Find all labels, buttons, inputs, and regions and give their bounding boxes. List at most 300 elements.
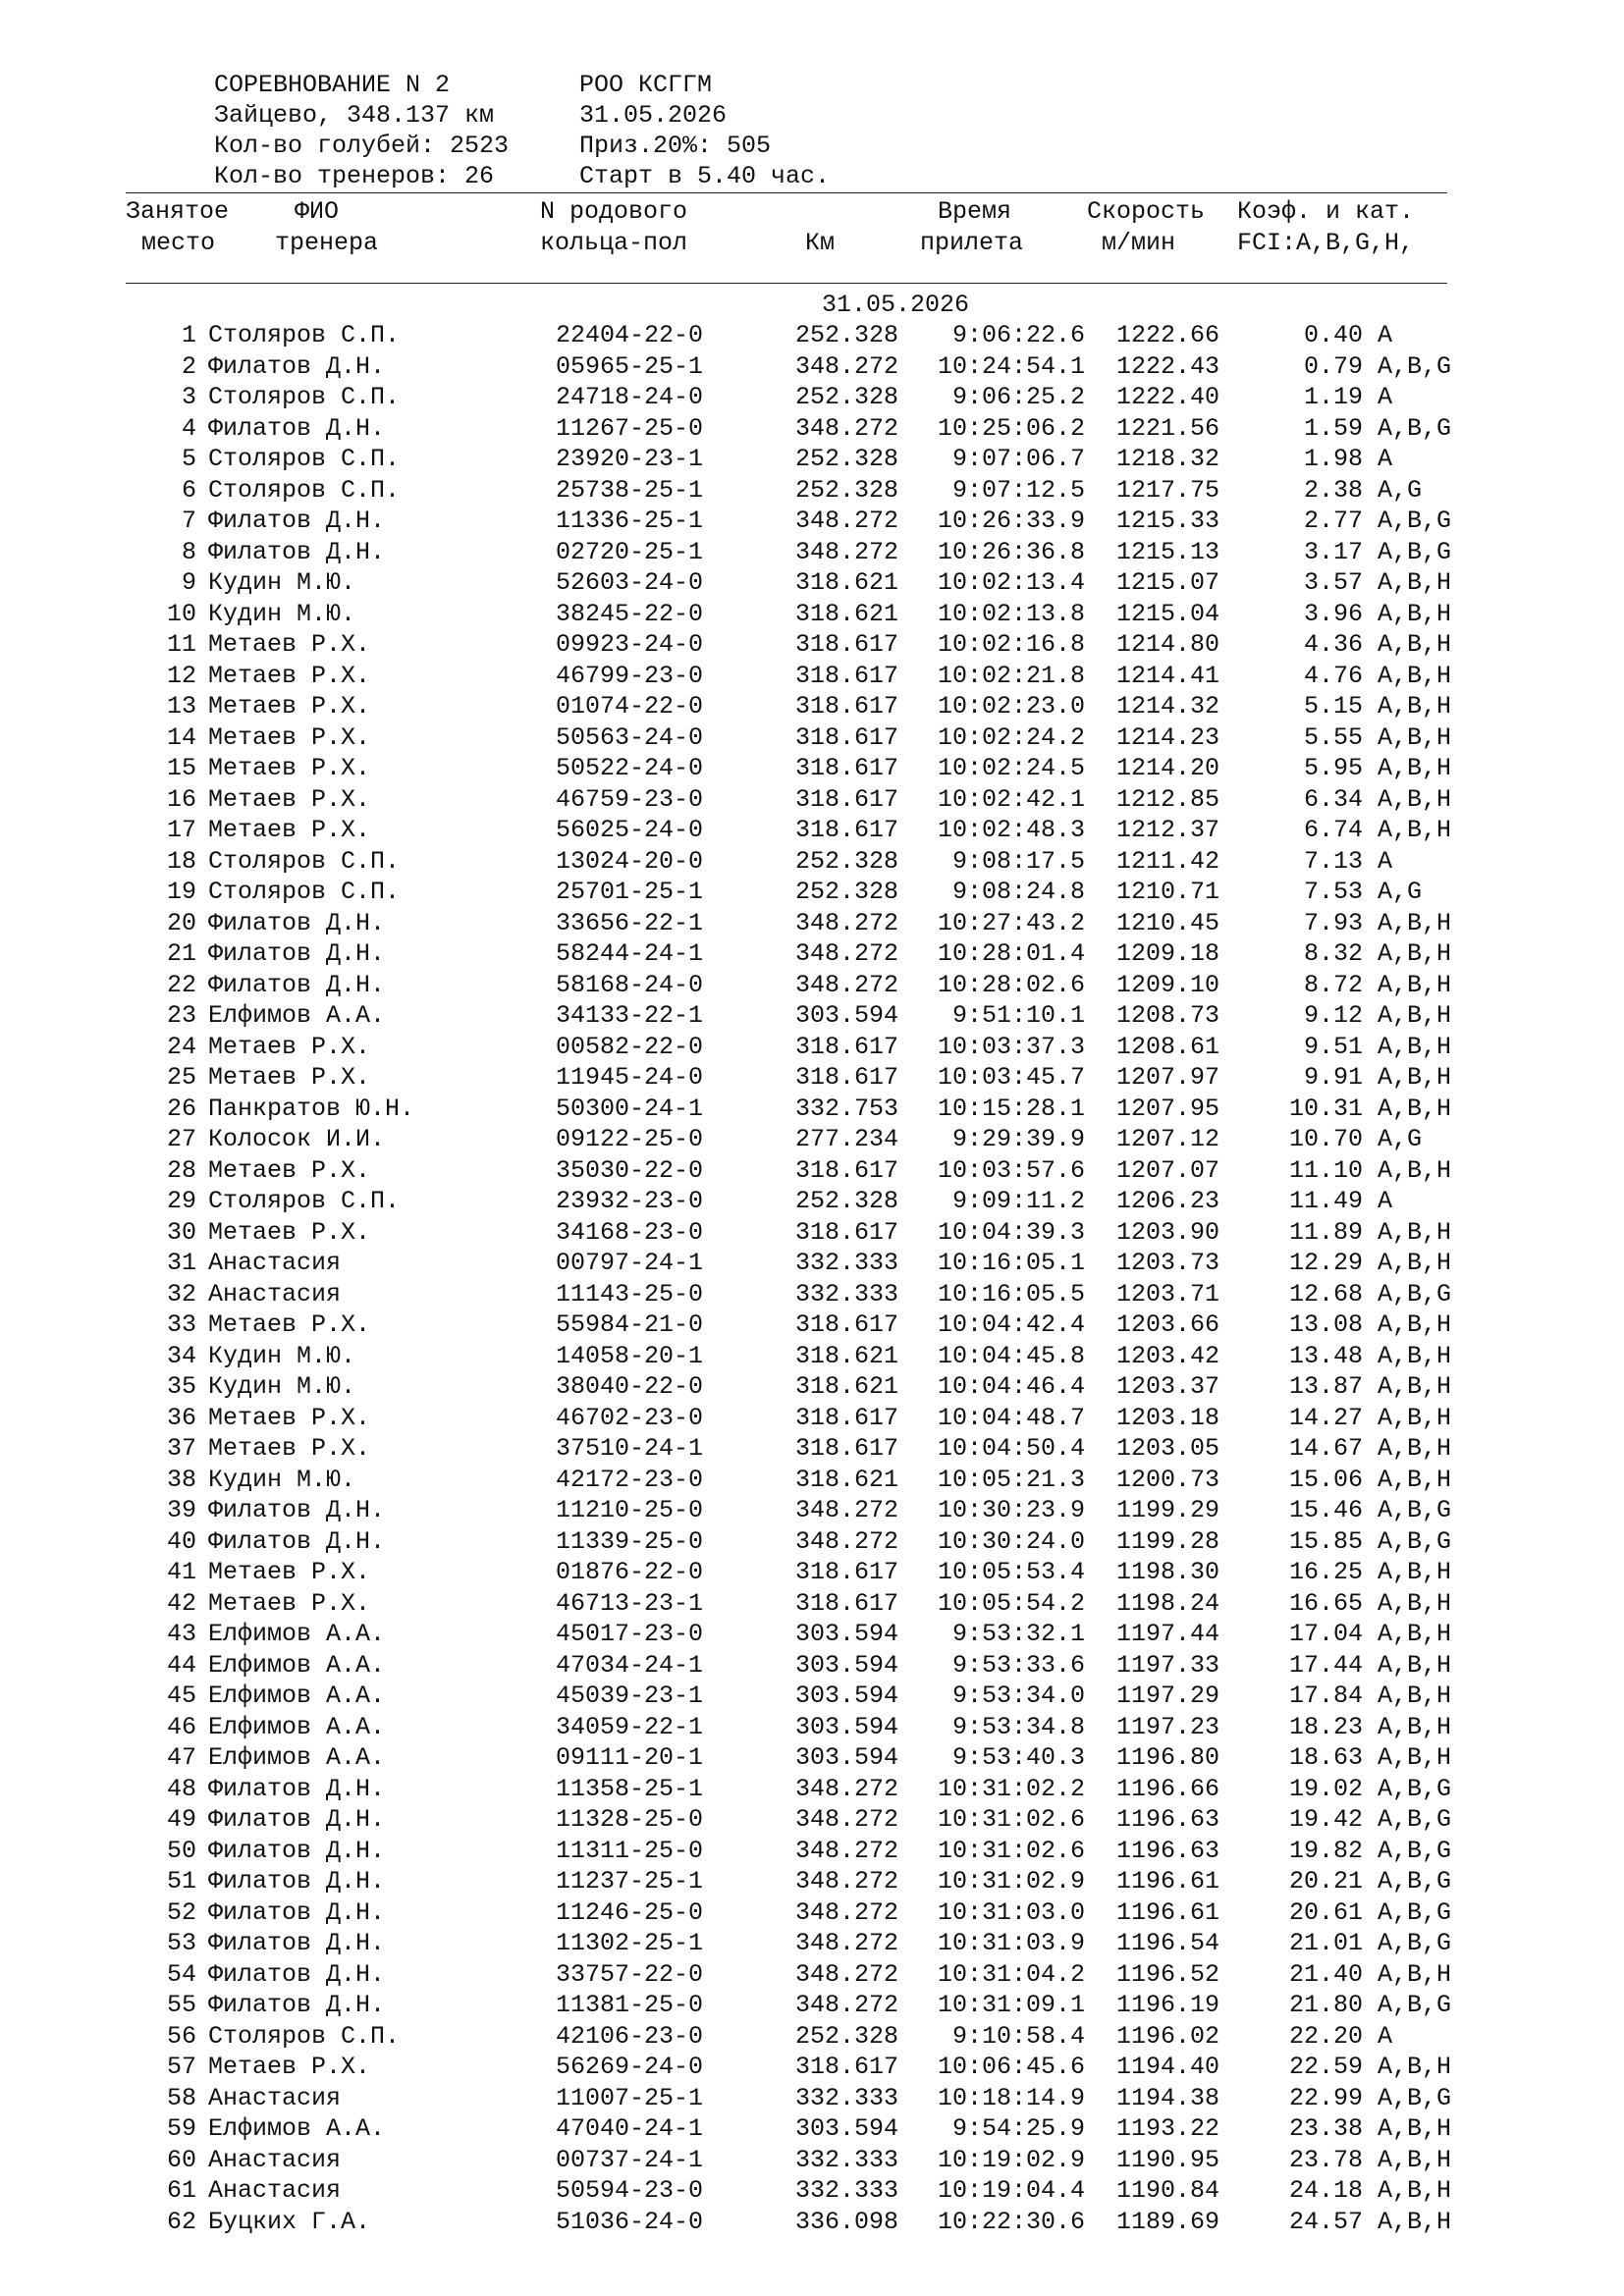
cell-ring: 55984-21-0: [556, 1310, 704, 1339]
cell-time: 9:08:17.5: [951, 846, 1085, 876]
cell-km: 318.621: [794, 1372, 898, 1401]
cell-km: 332.333: [794, 1279, 898, 1308]
cell-coef: 9.51: [1303, 1032, 1363, 1061]
cell-speed: 1218.32: [1116, 445, 1220, 473]
cell-name: Елфимов А.А.: [208, 1743, 386, 1772]
cell-name: Кудин М.Ю.: [208, 599, 356, 628]
cell-name: Колосок И.И.: [208, 1125, 386, 1153]
cell-coef: 5.95: [1303, 754, 1363, 782]
cell-cat: A,G: [1378, 878, 1423, 906]
cell-ring: 14058-20-1: [556, 1341, 704, 1370]
cell-ring: 25701-25-1: [556, 878, 704, 906]
cell-time: 10:04:50.4: [937, 1434, 1085, 1463]
cell-name: Буцких Г.А.: [208, 2207, 371, 2236]
cell-ring: 33757-22-0: [556, 1959, 704, 1989]
cell-km: 318.617: [794, 1310, 898, 1339]
cell-ring: 11336-25-1: [556, 507, 704, 535]
cell-speed: 1203.73: [1116, 1249, 1220, 1277]
cell-cat: A,B,G: [1378, 2083, 1452, 2112]
cell-place: 25: [166, 1063, 196, 1092]
cell-km: 348.272: [794, 908, 898, 937]
table-row: [0, 1279, 1624, 1310]
cell-time: 9:53:34.0: [951, 1682, 1085, 1710]
cell-km: 348.272: [794, 413, 898, 443]
cell-km: 318.617: [794, 1063, 898, 1092]
cell-coef: 17.84: [1288, 1682, 1363, 1710]
cell-speed: 1198.30: [1116, 1558, 1220, 1586]
cell-speed: 1222.43: [1116, 351, 1220, 381]
cell-coef: 19.02: [1288, 1774, 1363, 1803]
cell-km: 252.328: [794, 475, 898, 505]
cell-place: 31: [166, 1249, 196, 1277]
cell-place: 33: [166, 1310, 196, 1339]
cell-time: 10:06:45.6: [937, 2053, 1085, 2081]
cell-km: 332.753: [794, 1094, 898, 1123]
cell-ring: 58168-24-0: [556, 970, 704, 999]
header-place-line1: Занятое: [126, 197, 230, 226]
cell-cat: A,B,G: [1378, 507, 1452, 535]
cell-time: 10:31:02.6: [937, 1836, 1085, 1865]
cell-cat: A,B,H: [1378, 692, 1452, 721]
cell-speed: 1203.18: [1116, 1403, 1220, 1432]
cell-speed: 1196.54: [1116, 1929, 1220, 1957]
cell-name: Метаев Р.Х.: [208, 630, 371, 659]
cell-name: Филатов Д.Н.: [208, 1774, 386, 1803]
header-time-line1: Время: [938, 197, 1012, 226]
cell-time: 10:24:54.1: [937, 351, 1085, 381]
cell-coef: 17.04: [1288, 1620, 1363, 1648]
cell-name: Кудин М.Ю.: [208, 568, 356, 597]
table-row: [0, 970, 1624, 1001]
cell-ring: 47040-24-1: [556, 2114, 704, 2143]
cell-time: 10:22:30.6: [937, 2207, 1085, 2236]
cell-speed: 1222.40: [1116, 383, 1220, 411]
cell-km: 348.272: [794, 1496, 898, 1524]
cell-cat: A,B,G: [1378, 413, 1452, 443]
cell-cat: A,G: [1378, 475, 1423, 505]
cell-cat: A,B,G: [1378, 537, 1452, 566]
cell-cat: A,B,H: [1378, 722, 1452, 752]
cell-speed: 1210.71: [1116, 878, 1220, 906]
cell-name: Филатов Д.Н.: [208, 1526, 386, 1556]
cell-cat: A,B,G: [1378, 351, 1452, 381]
cell-cat: A,B,H: [1378, 1217, 1452, 1247]
cell-coef: 2.38: [1303, 475, 1363, 505]
cell-coef: 5.55: [1303, 722, 1363, 752]
cell-speed: 1198.24: [1116, 1588, 1220, 1618]
cell-coef: 22.99: [1288, 2083, 1363, 2112]
table-row: [0, 2113, 1624, 2145]
cell-km: 332.333: [794, 2176, 898, 2205]
table-row: [0, 382, 1624, 413]
cell-place: 34: [166, 1341, 196, 1370]
cell-cat: A,B,H: [1378, 1743, 1452, 1772]
cell-ring: 50563-24-0: [556, 722, 704, 752]
table-row: [0, 1248, 1624, 1279]
table-row: [0, 1619, 1624, 1650]
cell-time: 10:15:28.1: [937, 1094, 1085, 1123]
cell-name: Метаев Р.Х.: [208, 1032, 371, 1061]
cell-km: 348.272: [794, 1867, 898, 1896]
cell-coef: 0.40: [1303, 321, 1363, 349]
cell-speed: 1222.66: [1116, 321, 1220, 349]
cell-ring: 11358-25-1: [556, 1774, 704, 1803]
cell-speed: 1203.90: [1116, 1217, 1220, 1247]
cell-place: 44: [166, 1650, 196, 1680]
cell-cat: A,B,H: [1378, 1712, 1452, 1741]
header-rule-bottom: [126, 283, 1447, 284]
cell-time: 10:19:02.9: [937, 2145, 1085, 2174]
cell-speed: 1207.95: [1116, 1094, 1220, 1123]
cell-name: Филатов Д.Н.: [208, 1496, 386, 1524]
cell-place: 10: [166, 599, 196, 628]
cell-time: 10:31:02.6: [937, 1805, 1085, 1834]
cell-time: 10:19:04.4: [937, 2176, 1085, 2205]
cell-ring: 11237-25-1: [556, 1867, 704, 1896]
cell-cat: A,B,H: [1378, 1959, 1452, 1989]
cell-speed: 1194.38: [1116, 2083, 1220, 2112]
cell-speed: 1203.05: [1116, 1434, 1220, 1463]
cell-coef: 9.91: [1303, 1063, 1363, 1092]
cell-name: Филатов Д.Н.: [208, 1897, 386, 1927]
cell-cat: A,B,H: [1378, 1403, 1452, 1432]
cell-cat: A: [1378, 2021, 1393, 2051]
cell-cat: A,B,H: [1378, 2145, 1452, 2174]
table-row: [0, 1804, 1624, 1836]
date-separator-row: [0, 290, 1624, 320]
cell-place: 17: [166, 816, 196, 844]
cell-ring: 01876-22-0: [556, 1558, 704, 1586]
cell-place: 59: [166, 2114, 196, 2143]
cell-ring: 34168-23-0: [556, 1217, 704, 1247]
cell-time: 10:04:42.4: [937, 1310, 1085, 1339]
cell-km: 332.333: [794, 2145, 898, 2174]
cell-cat: A,B,H: [1378, 1558, 1452, 1586]
cell-name: Анастасия: [208, 2083, 342, 2112]
cell-speed: 1190.84: [1116, 2176, 1220, 2205]
table-row: [0, 1990, 1624, 2021]
cell-coef: 16.65: [1288, 1588, 1363, 1618]
cell-ring: 34059-22-1: [556, 1712, 704, 1741]
cell-ring: 34133-22-1: [556, 1001, 704, 1030]
cell-name: Метаев Р.Х.: [208, 692, 371, 721]
cell-coef: 1.59: [1303, 413, 1363, 443]
header-ring-line1: N родового: [540, 197, 688, 226]
cell-km: 318.617: [794, 784, 898, 814]
cell-time: 10:02:13.4: [937, 568, 1085, 597]
cell-cat: A,B,G: [1378, 1279, 1452, 1308]
table-row: [0, 1928, 1624, 1959]
cell-km: 348.272: [794, 1991, 898, 2019]
cell-cat: A,B,G: [1378, 1897, 1452, 1927]
cell-place: 38: [166, 1465, 196, 1494]
cell-coef: 10.31: [1288, 1094, 1363, 1123]
cell-time: 10:05:53.4: [937, 1558, 1085, 1586]
table-row: [0, 908, 1624, 939]
cell-name: Филатов Д.Н.: [208, 908, 386, 937]
cell-name: Анастасия: [208, 2176, 342, 2205]
cell-cat: A,B,G: [1378, 1526, 1452, 1556]
cell-place: 3: [181, 383, 196, 411]
cell-time: 9:54:25.9: [951, 2114, 1085, 2143]
cell-speed: 1200.73: [1116, 1465, 1220, 1494]
cell-speed: 1194.40: [1116, 2053, 1220, 2081]
cell-km: 318.621: [794, 568, 898, 597]
cell-coef: 15.85: [1288, 1526, 1363, 1556]
cell-time: 10:02:24.5: [937, 754, 1085, 782]
header-ring-line2: кольца-пол: [540, 229, 688, 257]
cell-ring: 50522-24-0: [556, 754, 704, 782]
cell-place: 18: [166, 846, 196, 876]
cell-name: Елфимов А.А.: [208, 2114, 386, 2143]
cell-time: 10:02:23.0: [937, 692, 1085, 721]
cell-place: 8: [181, 537, 196, 566]
cell-coef: 19.42: [1288, 1805, 1363, 1834]
cell-place: 16: [166, 784, 196, 814]
cell-coef: 7.93: [1303, 908, 1363, 937]
cell-ring: 11143-25-0: [556, 1279, 704, 1308]
table-row: [0, 1557, 1624, 1588]
cell-cat: A,B,H: [1378, 754, 1452, 782]
cell-km: 318.621: [794, 599, 898, 628]
cell-km: 303.594: [794, 1620, 898, 1648]
cell-ring: 46759-23-0: [556, 784, 704, 814]
table-row: [0, 1403, 1624, 1434]
cell-speed: 1211.42: [1116, 846, 1220, 876]
table-row: [0, 1650, 1624, 1682]
cell-place: 39: [166, 1496, 196, 1524]
table-row: [0, 599, 1624, 630]
cell-coef: 21.80: [1288, 1991, 1363, 2019]
cell-km: 277.234: [794, 1125, 898, 1153]
cell-place: 26: [166, 1094, 196, 1123]
cell-km: 348.272: [794, 1959, 898, 1989]
cell-km: 336.098: [794, 2207, 898, 2236]
cell-km: 252.328: [794, 878, 898, 906]
cell-cat: A,B,H: [1378, 939, 1452, 968]
cell-time: 10:02:21.8: [937, 661, 1085, 690]
cell-ring: 42106-23-0: [556, 2021, 704, 2051]
trainer-count: Кол-во тренеров: 26: [214, 162, 495, 190]
cell-coef: 5.15: [1303, 692, 1363, 721]
table-row: [0, 444, 1624, 475]
cell-name: Филатов Д.Н.: [208, 939, 386, 968]
cell-ring: 51036-24-0: [556, 2207, 704, 2236]
cell-speed: 1197.33: [1116, 1650, 1220, 1680]
cell-name: Метаев Р.Х.: [208, 754, 371, 782]
cell-km: 348.272: [794, 1897, 898, 1927]
cell-time: 10:30:24.0: [937, 1526, 1085, 1556]
competition-info: [126, 39, 831, 190]
cell-name: Филатов Д.Н.: [208, 970, 386, 999]
cell-place: 46: [166, 1712, 196, 1741]
cell-speed: 1210.45: [1116, 908, 1220, 937]
cell-ring: 05965-25-1: [556, 351, 704, 381]
cell-ring: 11267-25-0: [556, 413, 704, 443]
cell-ring: 11302-25-1: [556, 1929, 704, 1957]
competition-number: СОРЕВНОВАНИЕ N 2: [214, 71, 451, 99]
cell-km: 348.272: [794, 1805, 898, 1834]
cell-ring: 09122-25-0: [556, 1125, 704, 1153]
cell-cat: A,B,H: [1378, 1341, 1452, 1370]
cell-name: Столяров С.П.: [208, 383, 401, 411]
table-row: [0, 1959, 1624, 1991]
cell-place: 4: [181, 413, 196, 443]
table-row: [0, 1371, 1624, 1403]
competition-date: 31.05.2026: [579, 101, 728, 130]
cell-place: 51: [166, 1867, 196, 1896]
cell-coef: 16.25: [1288, 1558, 1363, 1586]
cell-km: 348.272: [794, 1836, 898, 1865]
cell-coef: 21.40: [1288, 1959, 1363, 1989]
cell-coef: 15.46: [1288, 1496, 1363, 1524]
cell-name: Филатов Д.Н.: [208, 1805, 386, 1834]
cell-coef: 13.87: [1288, 1372, 1363, 1401]
cell-km: 318.617: [794, 692, 898, 721]
table-row: [0, 2052, 1624, 2083]
cell-time: 9:09:11.2: [951, 1187, 1085, 1215]
cell-speed: 1217.75: [1116, 475, 1220, 505]
cell-cat: A,B,H: [1378, 2053, 1452, 2081]
cell-km: 348.272: [794, 939, 898, 968]
cell-cat: A: [1378, 846, 1393, 876]
table-row: [0, 537, 1624, 568]
cell-km: 348.272: [794, 537, 898, 566]
cell-ring: 01074-22-0: [556, 692, 704, 721]
cell-cat: A,B,H: [1378, 2114, 1452, 2143]
cell-ring: 24718-24-0: [556, 383, 704, 411]
header-fio-line1: ФИО: [295, 197, 340, 226]
cell-coef: 4.36: [1303, 630, 1363, 659]
cell-cat: A: [1378, 321, 1393, 349]
cell-place: 13: [166, 692, 196, 721]
cell-speed: 1203.37: [1116, 1372, 1220, 1401]
cell-coef: 3.96: [1303, 599, 1363, 628]
cell-ring: 11339-25-0: [556, 1526, 704, 1556]
cell-coef: 3.17: [1303, 537, 1363, 566]
cell-coef: 19.82: [1288, 1836, 1363, 1865]
cell-ring: 38040-22-0: [556, 1372, 704, 1401]
table-row: [0, 1124, 1624, 1155]
cell-place: 30: [166, 1217, 196, 1247]
table-row: [0, 1341, 1624, 1372]
cell-coef: 11.10: [1288, 1155, 1363, 1185]
cell-speed: 1206.23: [1116, 1187, 1220, 1215]
cell-name: Метаев Р.Х.: [208, 661, 371, 690]
cell-coef: 3.57: [1303, 568, 1363, 597]
cell-place: 14: [166, 722, 196, 752]
header-fio-line2: тренера: [275, 229, 379, 257]
cell-ring: 22404-22-0: [556, 321, 704, 349]
cell-coef: 0.79: [1303, 351, 1363, 381]
cell-km: 252.328: [794, 445, 898, 473]
cell-cat: A,B,H: [1378, 1063, 1452, 1092]
cell-place: 6: [181, 475, 196, 505]
table-row: [0, 938, 1624, 970]
cell-speed: 1214.80: [1116, 630, 1220, 659]
cell-ring: 45039-23-1: [556, 1682, 704, 1710]
header-place-line2: место: [141, 229, 216, 257]
table-row: [0, 1032, 1624, 1063]
header-speed-line2: м/мин: [1102, 229, 1176, 257]
cell-time: 10:04:46.4: [937, 1372, 1085, 1401]
cell-name: Филатов Д.Н.: [208, 1867, 386, 1896]
cell-ring: 25738-25-1: [556, 475, 704, 505]
table-row: [0, 2083, 1624, 2114]
cell-name: Метаев Р.Х.: [208, 1558, 371, 1586]
cell-cat: A,B,H: [1378, 661, 1452, 690]
cell-cat: A,B,H: [1378, 1434, 1452, 1463]
cell-place: 15: [166, 754, 196, 782]
table-row: [0, 1681, 1624, 1712]
cell-speed: 1196.52: [1116, 1959, 1220, 1989]
table-row: [0, 1774, 1624, 1805]
cell-time: 10:31:03.9: [937, 1929, 1085, 1957]
cell-coef: 11.49: [1288, 1187, 1363, 1215]
cell-time: 10:04:48.7: [937, 1403, 1085, 1432]
table-row: [0, 2021, 1624, 2053]
cell-km: 252.328: [794, 1187, 898, 1215]
cell-speed: 1207.97: [1116, 1063, 1220, 1092]
cell-name: Метаев Р.Х.: [208, 722, 371, 752]
cell-place: 35: [166, 1372, 196, 1401]
cell-ring: 50300-24-1: [556, 1094, 704, 1123]
cell-ring: 13024-20-0: [556, 846, 704, 876]
cell-cat: A: [1378, 383, 1393, 411]
table-row: [0, 1155, 1624, 1187]
cell-km: 348.272: [794, 1774, 898, 1803]
cell-speed: 1207.07: [1116, 1155, 1220, 1185]
table-row: [0, 1742, 1624, 1774]
cell-name: Метаев Р.Х.: [208, 784, 371, 814]
cell-ring: 09923-24-0: [556, 630, 704, 659]
table-row: [0, 506, 1624, 537]
cell-time: 10:31:03.0: [937, 1897, 1085, 1927]
cell-place: 56: [166, 2021, 196, 2051]
cell-coef: 23.78: [1288, 2145, 1363, 2174]
cell-time: 10:31:02.2: [937, 1774, 1085, 1803]
cell-place: 40: [166, 1526, 196, 1556]
cell-place: 21: [166, 939, 196, 968]
cell-cat: A,B,G: [1378, 1867, 1452, 1896]
cell-coef: 2.77: [1303, 507, 1363, 535]
cell-ring: 47034-24-1: [556, 1650, 704, 1680]
cell-speed: 1212.37: [1116, 816, 1220, 844]
cell-km: 318.617: [794, 1558, 898, 1586]
pigeon-count: Кол-во голубей: 2523: [214, 132, 510, 160]
cell-place: 55: [166, 1991, 196, 2019]
cell-time: 10:04:45.8: [937, 1341, 1085, 1370]
cell-place: 37: [166, 1434, 196, 1463]
cell-cat: A,B,H: [1378, 1372, 1452, 1401]
cell-name: Метаев Р.Х.: [208, 816, 371, 844]
cell-name: Филатов Д.Н.: [208, 1959, 386, 1989]
cell-time: 10:02:42.1: [937, 784, 1085, 814]
header-coef-line2: FCI:A,B,G,H,: [1237, 229, 1415, 257]
cell-ring: 23920-23-1: [556, 445, 704, 473]
cell-ring: 46799-23-0: [556, 661, 704, 690]
cell-name: Метаев Р.Х.: [208, 1434, 371, 1463]
cell-name: Елфимов А.А.: [208, 1650, 386, 1680]
cell-time: 10:18:14.9: [937, 2083, 1085, 2112]
cell-ring: 56269-24-0: [556, 2053, 704, 2081]
cell-coef: 1.19: [1303, 383, 1363, 411]
cell-cat: A,B,H: [1378, 816, 1452, 844]
cell-km: 318.617: [794, 754, 898, 782]
cell-speed: 1196.02: [1116, 2021, 1220, 2051]
cell-cat: A,G: [1378, 1125, 1423, 1153]
cell-speed: 1196.80: [1116, 1743, 1220, 1772]
